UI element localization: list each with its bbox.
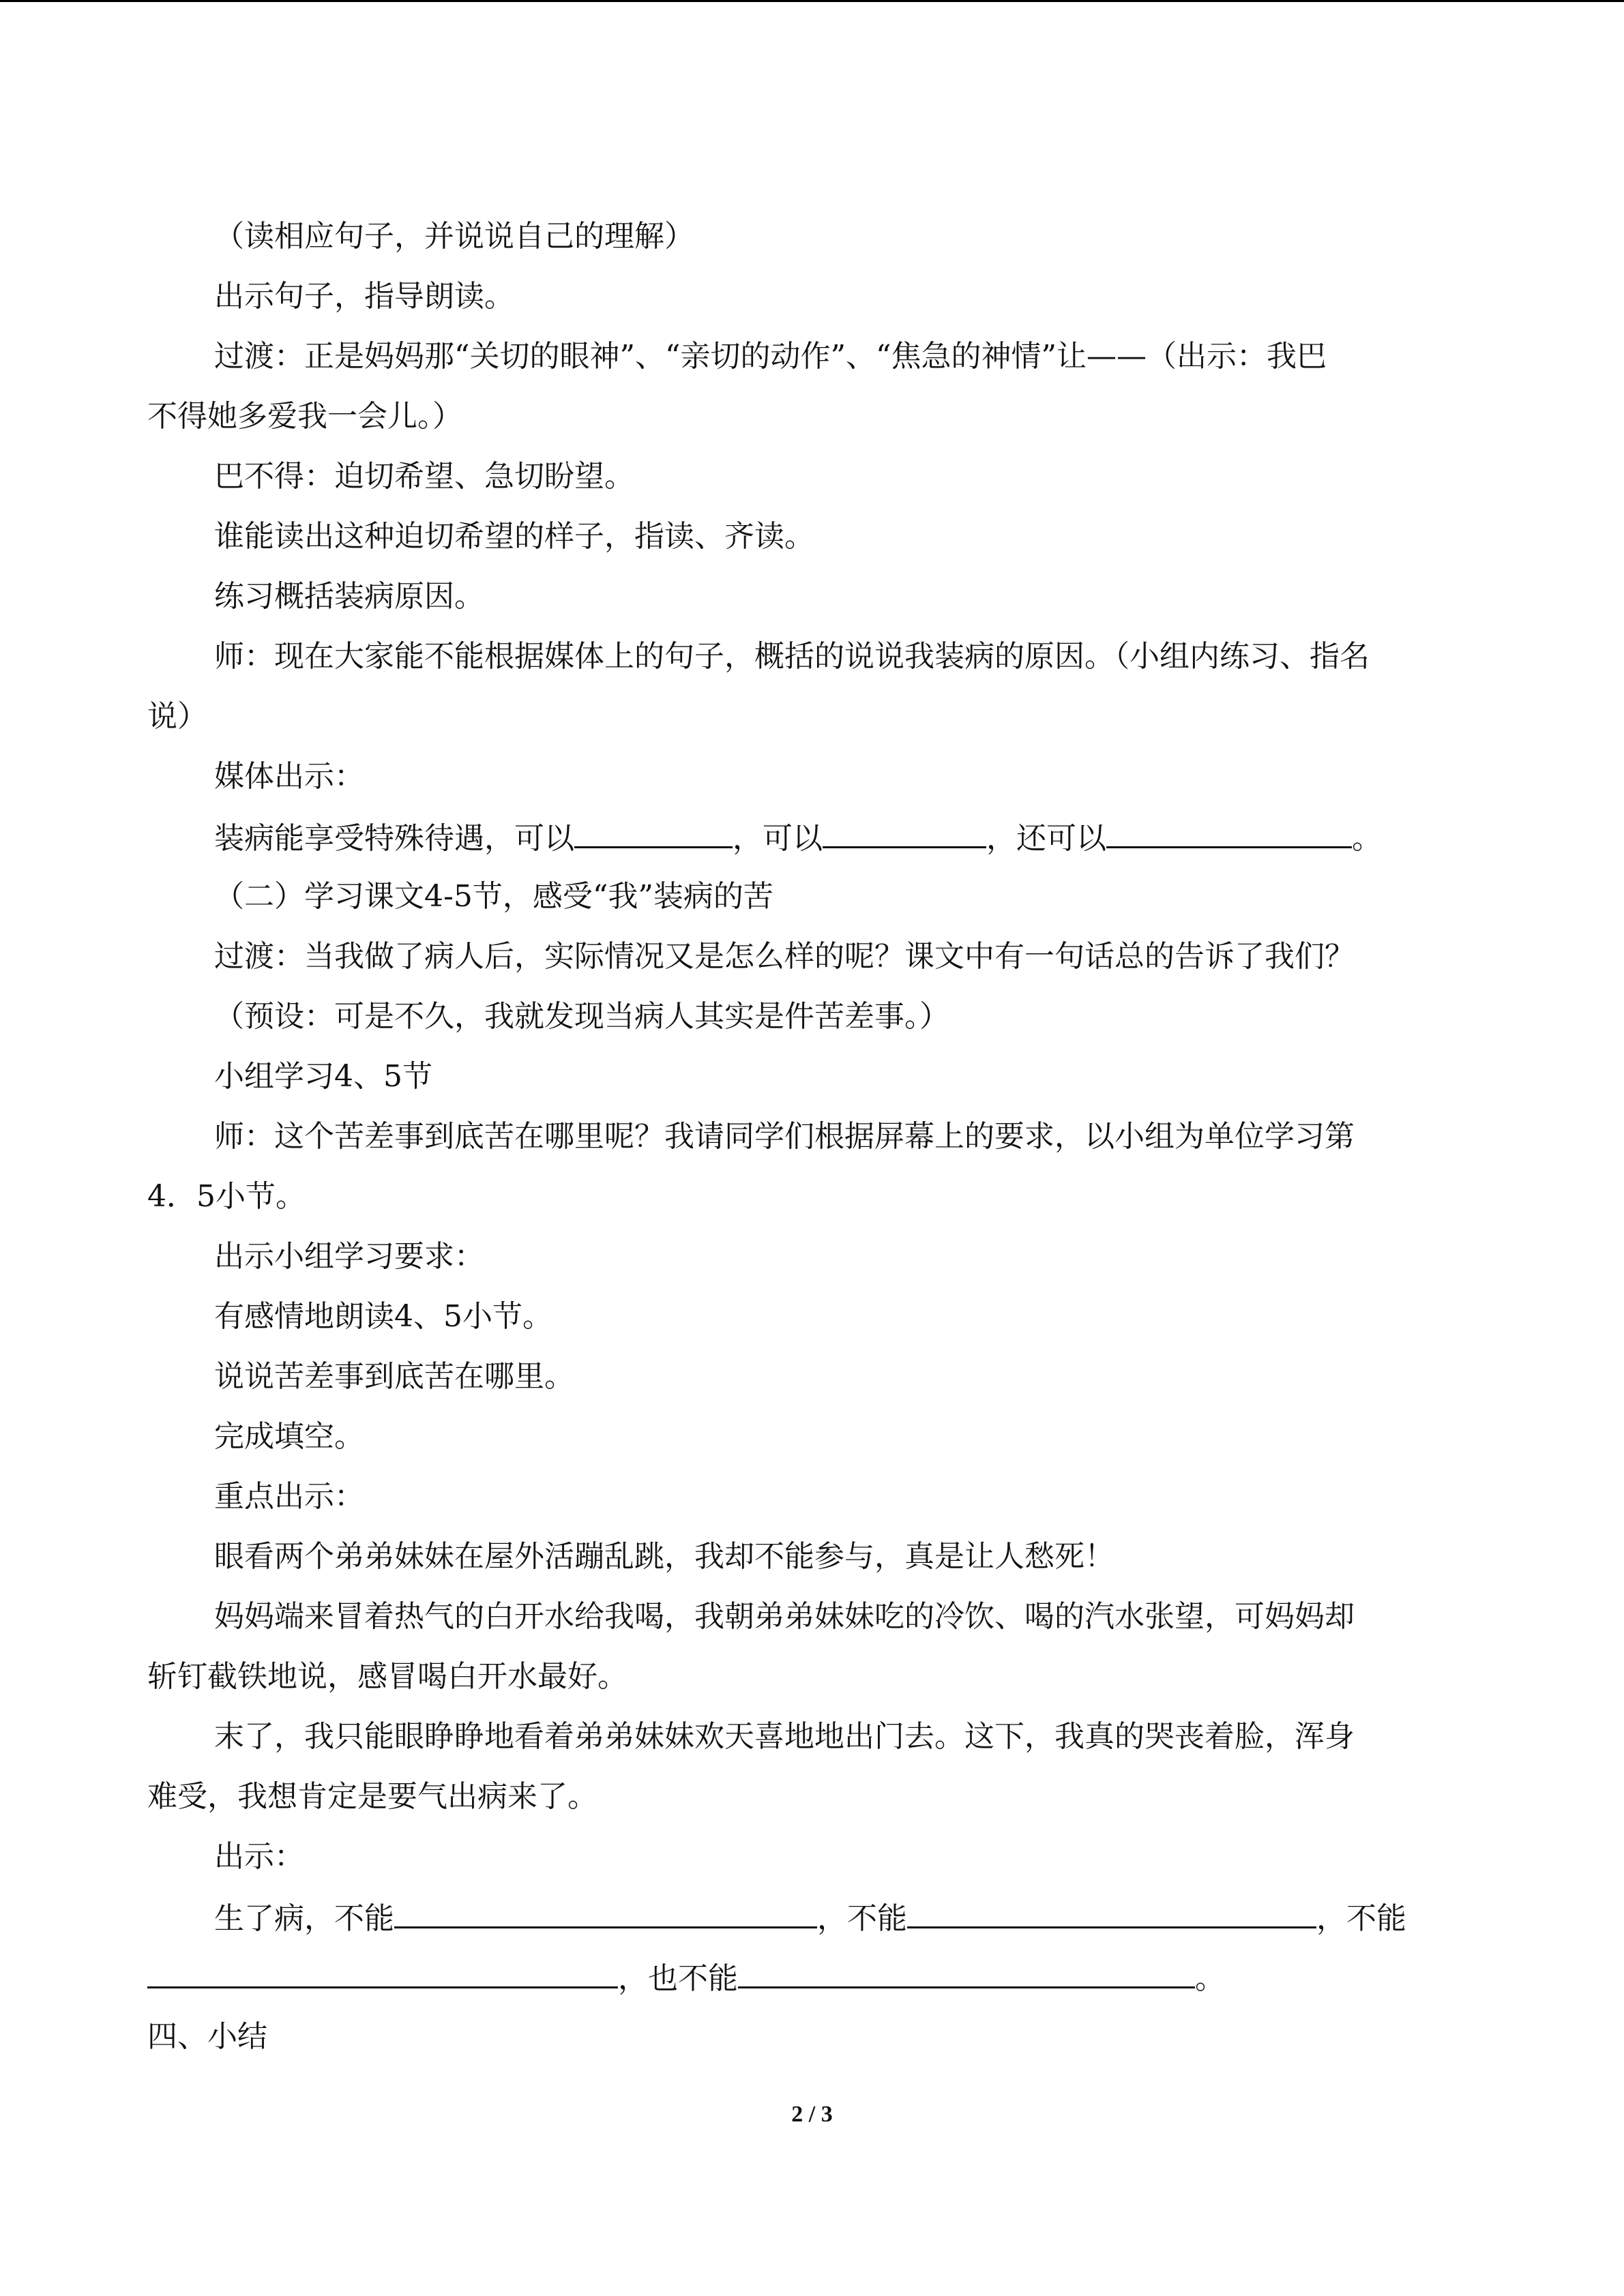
paragraph-line: 过渡：正是妈妈那“关切的眼神”、“亲切的动作”、“焦急的神情”让——（出示：我巴 — [214, 339, 1327, 374]
fill-text: ，还可以 — [986, 821, 1106, 856]
paragraph-line: 媒体出示： — [214, 759, 364, 794]
fill-in-blank-line — [214, 1896, 1406, 1937]
section-heading: 四、小结 — [147, 2019, 267, 2054]
paragraph-line: 师：这个苦差事到底苦在哪里呢？我请同学们根据屏幕上的要求，以小组为单位学习第 — [214, 1119, 1355, 1154]
paragraph-line: 有感情地朗读4、5小节。 — [214, 1299, 552, 1334]
answer-blank[interactable] — [147, 1956, 618, 1988]
answer-blank[interactable] — [574, 816, 733, 848]
paragraph-line: 谁能读出这种迫切希望的样子，指读、齐读。 — [214, 519, 814, 554]
paragraph-line: 小组学习4、5节 — [214, 1059, 432, 1094]
paragraph-line: （读相应句子，并说说自己的理解） — [214, 219, 694, 254]
answer-blank[interactable] — [738, 1956, 1195, 1988]
paragraph-line: 过渡：当我做了病人后，实际情况又是怎么样的呢？课文中有一句话总的告诉了我们？ — [214, 939, 1355, 974]
fill-text: 装病能享受特殊待遇，可以 — [214, 821, 574, 856]
paragraph-line: 说说苦差事到底苦在哪里。 — [214, 1359, 574, 1394]
paragraph-line: 练习概括装病原因。 — [214, 579, 484, 614]
paragraph-line: 重点出示： — [214, 1479, 364, 1514]
paragraph-line: 出示句子，指导朗读。 — [214, 279, 514, 314]
paragraph-line: 完成填空。 — [214, 1419, 364, 1454]
paragraph-line: 4．5小节。 — [147, 1179, 306, 1214]
paragraph-line: （预设：可是不久，我就发现当病人其实是件苦差事。） — [214, 999, 949, 1034]
fill-text: 。 — [1352, 821, 1382, 856]
paragraph-line: 难受，我想肯定是要气出病来了。 — [147, 1779, 597, 1814]
fill-in-blank-line — [214, 816, 1382, 857]
paragraph-line: 妈妈端来冒着热气的白开水给我喝，我朝弟弟妹妹吃的冷饮、喝的汽水张望，可妈妈却 — [214, 1599, 1355, 1634]
fill-text: 生了病，不能 — [214, 1901, 394, 1936]
fill-in-blank-line — [147, 1956, 1225, 1997]
paragraph-line: 不得她多爱我一会儿。） — [147, 399, 462, 434]
paragraph-line: 师：现在大家能不能根据媒体上的句子，概括的说说我装病的原因。（小组内练习、指名 — [214, 639, 1370, 674]
paragraph-line: 眼看两个弟弟妹妹在屋外活蹦乱跳，我却不能参与，真是让人愁死！ — [214, 1539, 1114, 1574]
fill-text: ，也不能 — [618, 1961, 738, 1996]
paragraph-line: 斩钉截铁地说，感冒喝白开水最好。 — [147, 1659, 628, 1694]
answer-blank[interactable] — [823, 816, 986, 848]
paragraph-line: 出示： — [214, 1839, 304, 1874]
fill-text: 。 — [1195, 1961, 1225, 1996]
answer-blank[interactable] — [1106, 816, 1352, 848]
paragraph-line: 末了，我只能眼睁睁地看着弟弟妹妹欢天喜地地出门去。这下，我真的哭丧着脸，浑身 — [214, 1719, 1355, 1754]
page-number: 2 / 3 — [791, 2102, 833, 2127]
answer-blank[interactable] — [394, 1896, 817, 1928]
page-top-border — [0, 0, 1624, 2]
fill-text: ，不能 — [1316, 1901, 1406, 1936]
fill-text: ，不能 — [817, 1901, 907, 1936]
paragraph-line: 巴不得：迫切希望、急切盼望。 — [214, 459, 634, 494]
paragraph-line: 出示小组学习要求： — [214, 1239, 484, 1274]
section-heading: （二）学习课文4-5节，感受“我”装病的苦 — [214, 879, 773, 914]
fill-text: ，可以 — [733, 821, 823, 856]
paragraph-line: 说） — [147, 699, 207, 734]
answer-blank[interactable] — [907, 1896, 1316, 1928]
